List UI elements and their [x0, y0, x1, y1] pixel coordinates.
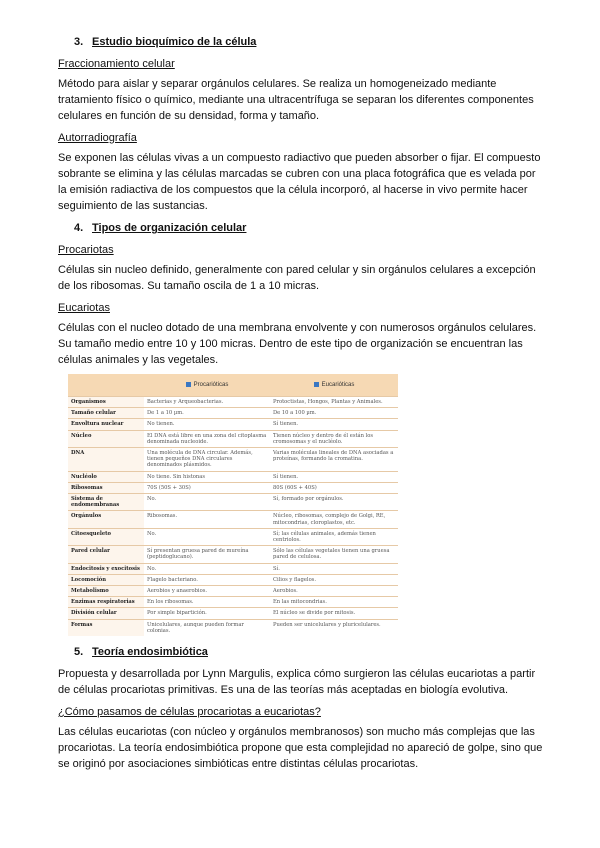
paragraph-fraccionamiento: Método para aislar y separar orgánulos celulares. Se realiza un homogeneizado mediante tratamiento físico o químico, mediante una ultracentrífuga se separan los diferentes componentes celulares en función de su densidad, forma y tamaño.: [58, 78, 534, 122]
table-header-procarioticas: Procarióticas: [144, 374, 270, 397]
table-cell: Protoctistas, Hongos, Plantas y Animales.: [270, 397, 398, 408]
section-number: 4.: [74, 222, 84, 234]
table-cell: Aerobios.: [270, 586, 398, 597]
row-label: Ribosomas: [68, 482, 144, 493]
paragraph-endosimbiotica: Propuesta y desarrollada por Lynn Margulis, explica cómo surgieron las células eucariotas a partir de células procariotas primitivas. Es una de las teorías más aceptadas en biología evolutiva.: [58, 668, 536, 697]
table-cell: Flagelo bacteriano.: [144, 574, 270, 585]
row-label: Pared celular: [68, 546, 144, 563]
table-cell: Cilios y flagelos.: [270, 574, 398, 585]
table-cell: Sólo las células vegetales tienen una gruesa pared de celulosa.: [270, 546, 398, 563]
table-row: [68, 430, 398, 447]
row-label: Metabolismo: [68, 586, 144, 597]
row-label: Envoltura nuclear: [68, 419, 144, 430]
subheading-autorradiografia: Autorradiografía: [58, 132, 137, 144]
table-cell: El DNA está libre en una zona del citoplasma denominada nucleoide.: [144, 430, 270, 447]
section-number: 5.: [74, 646, 84, 659]
table-cell: Sí presentan gruesa pared de mureína (peptidoglucano).: [144, 546, 270, 563]
section-number: 3.: [74, 36, 84, 48]
paragraph-autorradiografia: Se exponen las células vivas a un compuesto radiactivo que pueden absorber o fijar. El compuesto sobrante se elimina y las células marcadas se cubren con una placa fotográfica que es velada por la emisión radiactiva de los compuestos que la célula incorporó, al hacerse in vivo permite hacer seguimiento de las sustancias.: [58, 152, 541, 212]
table-cell: Una molécula de DNA circular. Además, tienen pequeños DNA circulares denominados plásmidos.: [144, 448, 270, 472]
table-row: [68, 482, 398, 493]
row-label: Enzimas respiratorias: [68, 597, 144, 608]
subheading-procariotas: Procariotas: [58, 244, 114, 256]
table-cell: De 1 a 10 µm.: [144, 408, 270, 419]
table-header-eucarioticas: Eucarióticas: [270, 374, 398, 397]
table-body: [68, 397, 398, 637]
section-title: Estudio bioquímico de la célula: [92, 36, 257, 48]
row-label: Tamaño celular: [68, 408, 144, 419]
row-label: Orgánulos: [68, 511, 144, 528]
row-label: Núcleo: [68, 430, 144, 447]
row-label: Locomoción: [68, 574, 144, 585]
table-header-corner: [68, 374, 144, 397]
row-label: Formas: [68, 619, 144, 636]
row-label: DNA: [68, 448, 144, 472]
table-row: [68, 511, 398, 528]
table-row: [68, 448, 398, 472]
subheading-eucariotas: Eucariotas: [58, 302, 110, 314]
table-cell: El núcleo se divide por mitosis.: [270, 608, 398, 619]
subheading-fraccionamiento: Fraccionamiento celular: [58, 58, 175, 70]
table-cell: No tiene. Sin histonas: [144, 471, 270, 482]
subheading-como-pasamos: ¿Cómo pasamos de células procariotas a eucariotas?: [58, 706, 321, 719]
table-cell: Tienen núcleo y dentro de él están los cromosomas y el nucléolo.: [270, 430, 398, 447]
table-cell: Bacterias y Arqueobacterias.: [144, 397, 270, 408]
table-cell: Núcleo, ribosomas, complejo de Golgi, RE, mitocondrias, cloroplastos, etc.: [270, 511, 398, 528]
table-row: [68, 563, 398, 574]
table-cell: En las mitocondrias.: [270, 597, 398, 608]
section-title: Teoría endosimbiótica: [92, 646, 208, 659]
paragraph-procariotas: Células sin nucleo definido, generalmente con pared celular y sin orgánulos celulares a excepción de los ribosomas. Su tamaño oscila de 1 a 10 micras.: [58, 264, 536, 292]
table-cell: 80S (60S + 40S): [270, 482, 398, 493]
table-cell: Sí.: [270, 563, 398, 574]
row-label: Endocitosis y exocitosis: [68, 563, 144, 574]
table-cell: De 10 a 100 µm.: [270, 408, 398, 419]
table-cell: Por simple bipartición.: [144, 608, 270, 619]
table-row: [68, 546, 398, 563]
table-cell: Sí, formado por orgánulos.: [270, 494, 398, 511]
table-cell: 70S (50S + 30S): [144, 482, 270, 493]
square-bullet-icon: [314, 382, 319, 387]
table-cell: Aerobios y anaerobios.: [144, 586, 270, 597]
table-row: [68, 574, 398, 585]
table-cell: No.: [144, 528, 270, 545]
paragraph-como-pasamos: Las células eucariotas (con núcleo y orgánulos membranosos) son mucho más complejas que las procariotas. La teoría endosimbiótica propone que esta complejidad no apareció de golpe, sino que se originó por asociaciones simbióticas entre distintas células procariotas.: [58, 726, 543, 771]
section-3-heading: [74, 34, 546, 50]
table-row: [68, 494, 398, 511]
comparison-table-figure: [68, 374, 398, 636]
square-bullet-icon: [186, 382, 191, 387]
comparison-table: [68, 374, 398, 636]
table-cell: Pueden ser unicelulares y pluricelulares.: [270, 619, 398, 636]
table-row: [68, 597, 398, 608]
table-row: [68, 608, 398, 619]
table-row: [68, 528, 398, 545]
table-row: [68, 586, 398, 597]
table-cell: Sí tienen.: [270, 419, 398, 430]
section-4-heading: [74, 220, 546, 236]
table-row: [68, 419, 398, 430]
table-row: [68, 619, 398, 636]
table-cell: Ribosomas.: [144, 511, 270, 528]
row-label: Nucléolo: [68, 471, 144, 482]
table-row: [68, 408, 398, 419]
row-label: División celular: [68, 608, 144, 619]
table-cell: En los ribosomas.: [144, 597, 270, 608]
paragraph-eucariotas: Células con el nucleo dotado de una membrana envolvente y con numerosos orgánulos celulares. Su tamaño medio entre 10 y 100 micras. Dentro de este tipo de organización se encuentran las células animales y las vegetales.: [58, 322, 537, 366]
table-cell: Sí tienen.: [270, 471, 398, 482]
row-label: Citoesqueleto: [68, 528, 144, 545]
table-row: [68, 397, 398, 408]
table-cell: No.: [144, 494, 270, 511]
table-cell: No.: [144, 563, 270, 574]
row-label: Organismos: [68, 397, 144, 408]
row-label: Sistema de endomembranas: [68, 494, 144, 511]
section-title: Tipos de organización celular: [92, 222, 247, 234]
table-cell: Sí; las células animales, además tienen centriolos.: [270, 528, 398, 545]
table-cell: No tienen.: [144, 419, 270, 430]
section-5-heading: [74, 644, 546, 660]
table-row: [68, 471, 398, 482]
table-cell: Unicelulares, aunque pueden formar colonias.: [144, 619, 270, 636]
table-cell: Varias moléculas lineales de DNA asociadas a proteínas, formando la cromatina.: [270, 448, 398, 472]
document-page: [58, 34, 546, 778]
